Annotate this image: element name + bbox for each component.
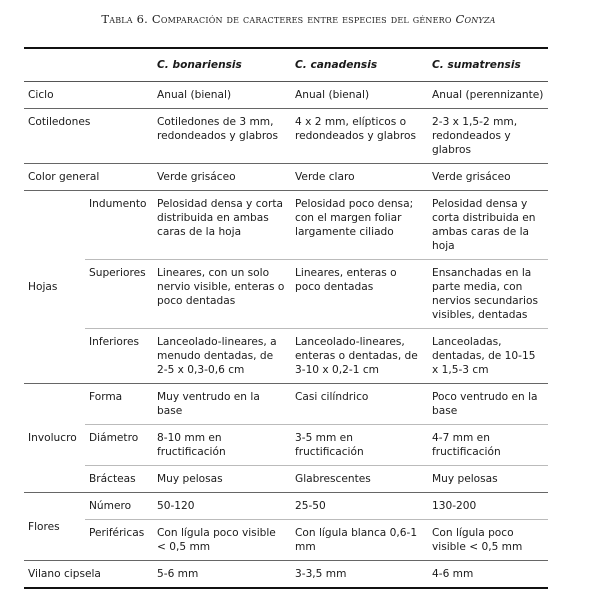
row-ciclo bbox=[24, 82, 548, 109]
group-label: Hojas bbox=[24, 191, 85, 384]
row-flores-perifericas bbox=[24, 520, 548, 561]
caption-genus: Conyza bbox=[455, 12, 496, 26]
row-label: Indumento bbox=[85, 191, 153, 260]
table-cell: Con lígula blanca 0,6-1 mm bbox=[291, 520, 428, 561]
row-label: Forma bbox=[85, 384, 153, 425]
row-hojas-inferiores bbox=[24, 329, 548, 384]
table-cell: Anual (perennizante) bbox=[428, 82, 548, 109]
table-cell: 5-6 mm bbox=[157, 568, 199, 580]
table-cell: Con lígula poco visible < 0,5 mm bbox=[153, 520, 291, 561]
table-cell: Verde claro bbox=[291, 164, 428, 191]
table-cell: Pelosidad densa y corta distribuida en ambas caras de la hoja bbox=[153, 191, 291, 260]
table-cell: Lineares, con un solo nervio visible, enteras o poco dentadas bbox=[153, 260, 291, 329]
row-involucro-bracteas bbox=[24, 466, 548, 493]
row-label: Cotiledones bbox=[24, 109, 153, 164]
table-cell: 50-120 bbox=[153, 493, 291, 520]
table-cell: Lanceoladas, dentadas, de 10-15 x 1,5-3 cm bbox=[428, 329, 548, 384]
header-c-bonariensis: C. bonariensis bbox=[153, 48, 291, 82]
table-cell: 130-200 bbox=[428, 493, 548, 520]
table-cell: Ensanchadas en la parte media, con nervios secundarios visibles, dentadas bbox=[428, 260, 548, 329]
table-cell: Cotiledones de 3 mm, redondeados y glabros bbox=[153, 109, 291, 164]
table-cell: 4-7 mm en fructificación bbox=[428, 425, 548, 466]
header-row bbox=[24, 48, 548, 82]
row-label: Inferiores bbox=[85, 329, 153, 384]
table-cell: Verde grisáceo bbox=[153, 164, 291, 191]
table-cell: 3-5 mm en fructificación bbox=[291, 425, 428, 466]
table-cell: 4 x 2 mm, elípticos o redondeados y glabros bbox=[291, 109, 428, 164]
table-cell: Glabrescentes bbox=[291, 466, 428, 493]
header-c-sumatrensis: C. sumatrensis bbox=[428, 48, 548, 82]
table-cell: Muy pelosas bbox=[153, 466, 291, 493]
row-label: Número bbox=[85, 493, 153, 520]
row-color-general bbox=[24, 164, 548, 191]
table-cell: Muy ventrudo en la base bbox=[153, 384, 291, 425]
header-c-canadensis: C. canadensis bbox=[291, 48, 428, 82]
row-label: Vilano cipsela bbox=[28, 568, 101, 580]
table-cell: Poco ventrudo en la base bbox=[428, 384, 548, 425]
table-caption: Tabla 6. Comparación de caracteres entre especies del género Conyza bbox=[101, 12, 496, 26]
table-cell: Lanceolado-lineares, enteras o dentadas, de 3-10 x 0,2-1 cm bbox=[291, 329, 428, 384]
group-label: Involucro bbox=[24, 384, 85, 493]
row-label: Ciclo bbox=[24, 82, 153, 109]
table-cell: 8-10 mm en fructificación bbox=[153, 425, 291, 466]
table-cell: 2-3 x 1,5-2 mm, redondeados y glabros bbox=[428, 109, 548, 164]
table-cell: Lineares, enteras o poco dentadas bbox=[291, 260, 428, 329]
row-vilano-cipsela bbox=[24, 561, 548, 589]
row-label: Superiores bbox=[85, 260, 153, 329]
table-cell: 25-50 bbox=[291, 493, 428, 520]
group-label: Flores bbox=[24, 493, 85, 561]
table-cell: Pelosidad densa y corta distribuida en ambas caras de la hoja bbox=[428, 191, 548, 260]
row-hojas-indumento bbox=[24, 191, 548, 260]
table-cell: Casi cilíndrico bbox=[291, 384, 428, 425]
table-cell: 4-6 mm bbox=[432, 568, 474, 580]
row-label: Color general bbox=[24, 164, 153, 191]
table-cell: Anual (bienal) bbox=[291, 82, 428, 109]
table-cell: Pelosidad poco densa; con el margen foliar largamente ciliado bbox=[291, 191, 428, 260]
header-empty bbox=[24, 48, 153, 82]
row-hojas-superiores bbox=[24, 260, 548, 329]
row-label: Brácteas bbox=[85, 466, 153, 493]
row-involucro-diametro bbox=[24, 425, 548, 466]
table-cell: Lanceolado-lineares, a menudo dentadas, de 2-5 x 0,3-0,6 cm bbox=[153, 329, 291, 384]
row-label: Periféricas bbox=[85, 520, 153, 561]
table-cell: Anual (bienal) bbox=[153, 82, 291, 109]
table-cell: 3-3,5 mm bbox=[295, 568, 347, 580]
row-label: Diámetro bbox=[85, 425, 153, 466]
species-comparison-table bbox=[24, 47, 548, 589]
table-cell: Con lígula poco visible < 0,5 mm bbox=[428, 520, 548, 561]
row-flores-numero bbox=[24, 493, 548, 520]
row-cotiledones bbox=[24, 109, 548, 164]
table-cell: Muy pelosas bbox=[428, 466, 548, 493]
table-cell: Verde grisáceo bbox=[428, 164, 548, 191]
row-involucro-forma bbox=[24, 384, 548, 425]
